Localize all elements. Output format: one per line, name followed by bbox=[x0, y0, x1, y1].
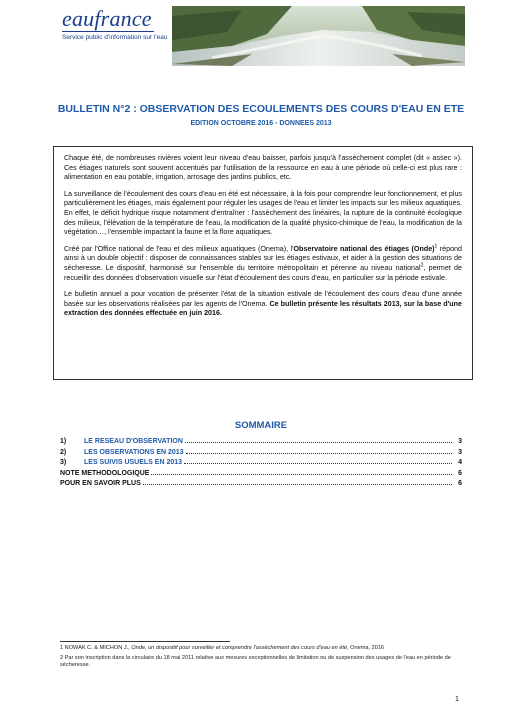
toc-item-page: 6 bbox=[458, 480, 462, 487]
intro-box bbox=[53, 146, 473, 380]
toc-item-page: 3 bbox=[458, 448, 462, 456]
footnotes bbox=[60, 645, 462, 673]
intro-paragraph-4: Le bulletin annuel a pour vocation de présenter l'état de la situation estivale de l'écoulement des cours d'eau d'une année basée sur les observations réalisées par les agents de l'Onema. Ce bulletin présente les résultats 2013, sur la base d'une extraction des données effectuée en juin 2016. bbox=[64, 290, 462, 318]
onde-name: Observatoire national des étiages (Onde) bbox=[293, 244, 435, 253]
toc-leader-dots bbox=[184, 463, 452, 464]
intro-paragraph-2: La surveillance de l'écoulement des cours d'eau en été est nécessaire, à la fois pour comprendre leur fonctionnement, et plus particulièrement les étiages, mais également pour réguler les usages de l'eau et limiter les impacts sur les milieux aquatiques. En effet, le déficit hydrique risque notamment d'entraîner : l'assèchement des linéaires, la rupture de la continuité écologique des milieux, l'élévation de la température de l'eau, la modification de la qualité physico-chimique de l'eau, la modification de la végétation…, l'ensemble impactant la faune et la flore aquatiques. bbox=[64, 189, 462, 237]
toc-item-page: 4 bbox=[458, 459, 462, 466]
toc-item-label[interactable]: LES SUIVIS USUELS EN 2013 bbox=[84, 459, 183, 466]
toc-item-label[interactable]: LE RESEAU D'OBSERVATION bbox=[84, 438, 183, 445]
bulletin-edition: EDITION OCTOBRE 2016 - DONNEES 2013 bbox=[190, 120, 332, 127]
intro-paragraph-1: Chaque été, de nombreuses rivières voient leur niveau d'eau baisser, parfois jusqu'à l'assèchement complet (dit « assec »). Ces étiages naturels sont souvent accentués par l'utilisation de la ressource en eau à une période où celle-ci est plus rare : alimentation en eau potable, irrigation, arrosage des jardins publics, etc. bbox=[64, 154, 462, 182]
intro-paragraph-3: Créé par l'Office national de l'eau et des milieux aquatiques (Onema), l'Observatoire national des étiages (Onde)$^1$ répond ainsi à un double objectif : disposer de connaissances stables sur les étiages estivaux, et aider à la gestion des situations de sécheresse. Le dispositif, harmonisé sur l'ensemble du territoire métropolitain et pérenne au niveau national$^2$, permet de recueillir des données d'observation visuelle sur l'état d'écoulement des cours d'eau, en particulier sur la période estivale. bbox=[64, 243, 462, 282]
toc-item-label[interactable]: NOTE METHODOLOGIQUE bbox=[60, 469, 150, 477]
bulletin-title: BULLETIN N°2 : OBSERVATION DES ECOULEMENTS DES COURS D'EAU EN ETE bbox=[57, 103, 465, 115]
toc-item[interactable] bbox=[60, 470, 462, 481]
toc-leader-dots bbox=[151, 474, 452, 475]
toc-item-label[interactable]: LES OBSERVATIONS EN 2013 bbox=[84, 448, 184, 456]
river-photo-image bbox=[172, 6, 465, 66]
header-river-photo bbox=[172, 6, 465, 66]
toc-item-number: 2) bbox=[60, 448, 67, 456]
toc-item[interactable] bbox=[60, 480, 462, 491]
toc-item-page: 3 bbox=[458, 438, 462, 445]
toc-item[interactable] bbox=[60, 459, 462, 470]
toc-title: SOMMAIRE bbox=[234, 420, 288, 431]
toc-item-number: 3) bbox=[60, 459, 67, 466]
toc-leader-dots bbox=[143, 484, 452, 485]
footnote-ref-2[interactable]: 2 bbox=[420, 262, 424, 269]
logo-tagline: Service public d'information sur l'eau bbox=[62, 34, 168, 41]
logo-wordmark: eaufrance bbox=[62, 6, 152, 31]
footnote-ref-1[interactable]: 1 bbox=[434, 243, 438, 250]
toc-leader-dots bbox=[186, 453, 452, 454]
toc-item-number: 1) bbox=[60, 438, 67, 445]
toc-item[interactable] bbox=[60, 449, 462, 460]
table-of-contents bbox=[60, 438, 462, 491]
page-number: 1 bbox=[455, 696, 459, 703]
toc-item-label[interactable]: POUR EN SAVOIR PLUS bbox=[60, 480, 141, 487]
logo-rule bbox=[62, 31, 154, 32]
toc-item[interactable] bbox=[60, 438, 462, 449]
toc-leader-dots bbox=[185, 442, 452, 443]
footnote-2: 2 Par son inscription dans la circulaire du 18 mai 2011 relative aux mesures exceptionnelles de limitation ou de suspension des usages de l'eau en période de sécheresse. bbox=[60, 655, 451, 669]
footnote-1: 1 NOWAK C. & MICHON J., Onde, un dispositif pour surveiller et comprendre l'assèchement des cours d'eau en été, Onema, 2016 bbox=[60, 645, 385, 651]
footnote-separator bbox=[60, 641, 230, 642]
results-note: Ce bulletin présente les résultats 2013, sur la base d'une extraction des données effectuée en juin 2016. bbox=[64, 299, 462, 318]
toc-item-page: 6 bbox=[458, 469, 462, 477]
